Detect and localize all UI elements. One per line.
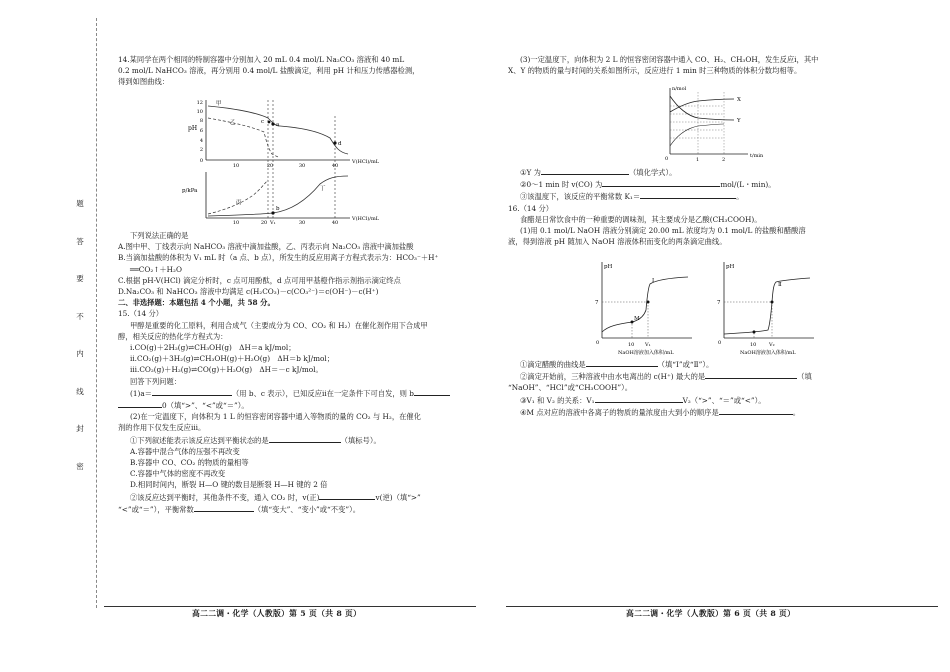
q16-part1: (1)用 0.1 mol/L NaOH 溶液分别滴定 20.00 mL 浓度均为 0.1 mol/L 的盐酸和醋酸溶 — [520, 226, 806, 236]
titration-chart-2 — [710, 258, 830, 356]
answer-blank[interactable] — [640, 190, 736, 199]
page-footer: 高二二调・化学（人教版）第 5 页（共 8 页） — [192, 609, 362, 618]
ph-tick: 12 — [196, 100, 203, 106]
chart2-y-label: pH — [726, 264, 735, 270]
chart2-point — [753, 331, 756, 334]
answer-blank[interactable] — [602, 178, 720, 187]
answer-blank[interactable] — [705, 370, 797, 379]
q14-line: 14.某同学在两个相同的特制容器中分别加入 20 mL 0.4 mol/L Na₂CO₃ 溶液和 40 mL — [118, 55, 405, 64]
curve-label-ding: 丁 — [320, 186, 326, 192]
q14-question: 下列说法正确的是 — [130, 231, 189, 240]
ph-tick: 0 — [199, 158, 203, 164]
q15-intro: 甲醇是重要的化工原料，利用合成气（主要成分为 CO、CO₂ 和 H₂）在催化剂作用下合成甲 — [130, 320, 428, 330]
q15-part3-line: X、Y 的物质的量与时间的关系如图所示，反应进行 1 min 时三种物质的体积分数均相等。 — [508, 66, 802, 76]
q16-part1-cont: 液，得到溶液 pH 随加入 NaOH 溶液体积而变化的两条滴定曲线。 — [508, 237, 727, 247]
q15-part3 — [508, 54, 940, 76]
answer-blank[interactable] — [269, 434, 341, 443]
chart2-curve-label: Ⅱ — [778, 282, 782, 288]
ph-tick: 4 — [199, 138, 203, 144]
x-tick: 10 — [232, 163, 240, 169]
q15-3-sub3: ③该温度下，该反应的平衡常数 K₁＝ 。 — [520, 192, 744, 202]
q14-options — [118, 230, 476, 515]
q15-part2: (2)在一定温度下，向体积为 1 L 的恒容密闭容器中通入等物质的量的 CO₂ 与 H₂，在催化 — [130, 412, 422, 422]
curve-third — [670, 124, 724, 146]
chart1-seven: 7 — [595, 300, 599, 306]
curve-x — [670, 99, 734, 112]
chart2-origin: 0 — [718, 340, 722, 346]
q15-sub2: ②该反应达到平衡时，其他条件不变，通入 CO₂ 时，v(正) v(逆)（填“>” — [130, 492, 421, 502]
page-footer: 高二二调・化学（人教版）第 6 页（共 8 页） — [626, 609, 796, 618]
q16-answers — [508, 358, 940, 418]
nt-chart — [658, 82, 768, 166]
point-label-d: d — [338, 141, 342, 147]
option-d: D.Na₂CO₃ 和 NaHCO₃ 溶液中均满足 c(H₂CO₃)－c(CO₃²⁻)＝c(OH⁻)－c(H⁺) — [118, 287, 379, 297]
q15-3-sub1: ①Y 为 （填化学式）。 — [520, 168, 677, 177]
option-a: A.图中甲、丁线表示向 NaHCO₃ 溶液中滴加盐酸，乙、丙表示向 Na₂CO₃ 溶液中滴加盐酸 — [118, 242, 414, 252]
q15-ask: 回答下列问题： — [130, 376, 182, 386]
origin-label: 0 — [665, 156, 669, 162]
answer-blank[interactable] — [586, 358, 658, 367]
margin-char: 封 — [76, 424, 84, 433]
q16-sub1: ①滴定醋酸的曲线是 （填“Ⅰ”或“Ⅱ”）。 — [520, 360, 714, 369]
x-tick: 30 — [298, 163, 306, 169]
q15-part1-cont: 0（填“>”、“<”或“＝”）。 — [118, 399, 476, 411]
ph-tick: 8 — [199, 118, 203, 124]
titration-chart-1 — [588, 258, 708, 356]
answer-blank[interactable] — [719, 406, 793, 415]
answer-blank[interactable] — [194, 503, 254, 512]
answer-blank[interactable] — [319, 491, 375, 500]
point-m-label: M — [634, 316, 640, 322]
chart2-equiv-point — [771, 301, 774, 304]
x-tick: 40 — [331, 163, 339, 169]
chart1-tick: 10 — [628, 342, 635, 348]
point-a — [271, 122, 274, 125]
curve-2 — [724, 278, 810, 334]
margin-char: 答 — [76, 236, 84, 246]
reaction-2: ⅱ.CO₂(g)＋3H₂(g)⇌CH₃OH(g)＋H₂O(g) ΔH＝b kJ/mol； — [130, 354, 335, 364]
answer-blank[interactable] — [541, 166, 629, 175]
right-text — [508, 166, 940, 247]
option-a: A.容器中混合气体的压强不再改变 — [130, 446, 240, 456]
ph-axis-label: pH — [188, 125, 198, 132]
p-x-axis-label: V(HCl)/mL — [352, 216, 380, 222]
curve-bing — [208, 180, 268, 214]
q14-stem — [118, 54, 476, 88]
p-x-tick: 10 — [232, 220, 240, 224]
curve-label-bing: 丙 — [236, 200, 242, 206]
q16-sub2-cont: “NaOH”、“HCl”或“CH₃COOH”）。 — [508, 383, 633, 393]
q15-part1: (1)a＝ （用 b、c 表示），已知反应ⅱ在一定条件下可自发，则 b — [118, 387, 476, 399]
chart1-curve-label: Ⅰ — [652, 278, 655, 284]
p-x-tick: 30 — [298, 220, 306, 224]
chart1-y-label: pH — [604, 264, 613, 270]
q16-sub3: ③V₁ 和 V₂ 的关系：V₁ V₂（“>”、“＝”或“<”）。 — [520, 395, 766, 405]
x-axis-label: V(HCl)/mL — [352, 159, 380, 165]
margin-char: 内 — [76, 349, 84, 358]
footer-rule — [104, 606, 476, 607]
q14-line: 0.2 mol/L NaHCO₃ 溶液，再分别用 0.4 mol/L 盐酸滴定，利用 pH 计和压力传感器检测， — [118, 66, 420, 76]
q16-sub4: ④M 点对应的溶液中各离子的物质的量浓度由大到小的顺序是 。 — [520, 407, 801, 417]
chart1-origin: 0 — [596, 340, 600, 346]
reaction-1: ⅰ.CO(g)＋2H₂(g)⇌CH₃OH(g) ΔH＝a kJ/mol； — [130, 343, 296, 353]
q15-number: 15.（14 分） — [118, 309, 164, 319]
point-c — [268, 121, 271, 124]
point-label-c: c — [261, 119, 265, 125]
ph-tick: 6 — [199, 128, 203, 134]
margin-char: 不 — [76, 311, 84, 321]
section-heading: 二、非选择题：本题包括 4 个小题，共 58 分。 — [118, 298, 275, 308]
q16-number: 16.（14 分） — [508, 203, 554, 213]
option-c: C.容器中气体的密度不再改变 — [130, 469, 226, 479]
option-b: B.当滴加盐酸的体积为 V₁ mL 时（a 点、b 点），所发生的反应用离子方程式表示为：HCO₃⁻＋H⁺ — [118, 253, 439, 263]
answer-blank[interactable] — [152, 387, 232, 396]
p-x-tick: 20 — [260, 220, 268, 224]
curve-yi — [208, 118, 278, 157]
ph-tick: 2 — [199, 147, 203, 153]
q15-intro: 醇，相关反应的热化学方程式为： — [118, 331, 228, 341]
answer-blank[interactable] — [118, 399, 162, 408]
point-label-a: a — [276, 122, 280, 128]
curve-label-yi: 乙 — [230, 120, 236, 126]
curve-1 — [602, 277, 688, 332]
chart2-tick: 10 — [750, 342, 757, 348]
chart1-tick: V₁ — [645, 342, 651, 348]
q16-sub2: ②滴定开始前，三种溶液中由水电离出的 c(H⁺) 最大的是 （填 — [520, 372, 812, 382]
curve-y — [670, 96, 734, 120]
series-y-label: Y — [737, 118, 741, 124]
chart1-x-label: NaOH溶液加入体积/mL — [618, 350, 674, 356]
n-axis-label: n/mol — [672, 86, 687, 92]
curve-label-jia: 甲 — [216, 101, 222, 107]
option-b-cont: ══CO₂↑＋H₂O — [130, 264, 182, 274]
right-page — [478, 0, 950, 672]
t-tick: 2 — [722, 157, 726, 163]
margin-char: 要 — [76, 274, 84, 283]
t-axis-label: t/min — [750, 153, 764, 159]
point-label-b: b — [276, 206, 280, 212]
margin-char: 题 — [76, 199, 84, 208]
footer-rule — [506, 606, 938, 607]
answer-blank[interactable] — [414, 387, 450, 396]
option-b: B.容器中 CO、CO₂ 的物质的量相等 — [130, 458, 249, 468]
v1-label: V₁ — [270, 220, 276, 224]
q15-sub2-cont: “<”或“＝”），平衡常数 （填“变大”、“变小”或“不变”）。 — [118, 504, 361, 514]
x-tick: 20 — [266, 163, 274, 169]
chart1-equiv-point — [647, 301, 650, 304]
reaction-3: ⅲ.CO₂(g)＋H₂(g)⇌CO(g)＋H₂O(g) ΔH＝－c kJ/mol。 — [130, 365, 323, 375]
curve-jia — [208, 106, 348, 154]
p-axis-label: p/kPa — [182, 188, 198, 194]
q14-chart — [180, 96, 380, 224]
margin-char: 线 — [76, 386, 84, 396]
q16-intro: 食醋是日常饮食中的一种重要的调味剂，其主要成分是乙酸(CH₃COOH)。 — [520, 214, 762, 224]
q15-part2-cont: 剂的作用下仅发生反应ⅲ。 — [118, 423, 206, 433]
q15-3-sub2: ②0～1 min 时 v(CO) 为 mol/(L・min)。 — [520, 180, 776, 190]
option-d: D.相同时间内，断裂 H—O 键的数目是断裂 H—H 键的 2 倍 — [130, 480, 328, 490]
point-d — [333, 141, 336, 144]
q14-line: 得到如图曲线： — [118, 77, 170, 87]
binding-margin — [72, 200, 88, 500]
q15-sub1: ①下列叙述能表示该反应达到平衡状态的是 （填标号）。 — [130, 435, 381, 445]
margin-char: 密 — [76, 461, 84, 471]
series-x-label: X — [737, 97, 741, 103]
ph-tick: 10 — [196, 109, 203, 115]
binding-line — [96, 18, 97, 608]
p-x-tick: 40 — [331, 220, 339, 224]
chart2-x-label: NaOH溶液加入体积/mL — [740, 350, 796, 356]
answer-blank[interactable] — [595, 394, 683, 403]
q15-part3-line: (3)一定温度下，向体积为 2 L 的恒容密闭容器中通入 CO、H₂、CH₃OH，发生反应ⅰ，其中 — [520, 55, 819, 64]
option-c: C.根据 pH-V(HCl) 滴定分析时，c 点可用酚酞，d 点可用甲基橙作指示剂指示滴定终点 — [118, 275, 401, 285]
point-b — [271, 211, 274, 214]
t-tick: 1 — [696, 157, 700, 163]
chart2-seven: 7 — [717, 300, 721, 306]
chart2-tick: V₂ — [769, 342, 775, 348]
